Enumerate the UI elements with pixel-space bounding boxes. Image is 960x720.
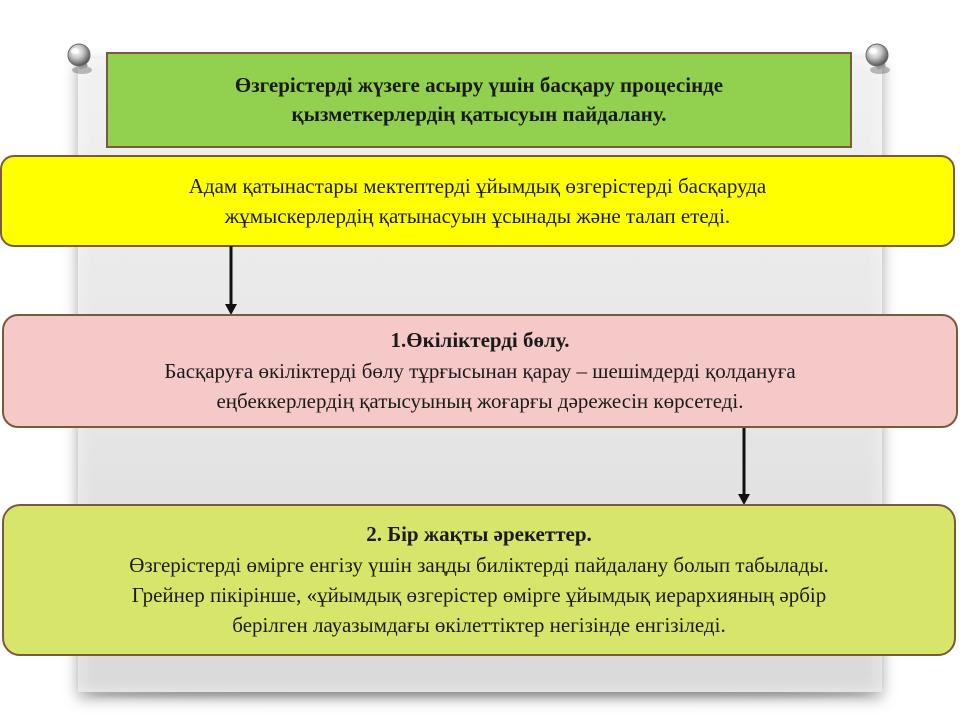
arrow-down-icon [734,428,754,506]
step2-heading: 2. Бір жақты әрекеттер. [366,522,592,547]
step1-line-1: Басқаруға өкіліктерді бөлу тұрғысынан қарау – шешімдерді қолдануға [164,358,796,383]
title-line-1: Өзгерістерді жүзеге асыру үшін басқару процесінде [234,72,724,97]
step2-line-3: берілген лауазымдағы өкілеттіктер негізінде енгізіледі. [232,613,726,638]
intro-line-1: Адам қатынастары мектептерді ұйымдық өзгерістерді басқаруда [188,173,767,198]
step2-line-1: Өзгерістерді өмірге енгізу үшін заңды биліктерді пайдалану болып табылады. [129,552,829,577]
step2-box [2,504,956,656]
step2-line-2: Грейнер пікірінше, «ұйымдық өзгерістер өмірге ұйымдық иерархияның әрбір [131,583,827,607]
title-box [106,52,852,148]
pushpin-left-icon [62,40,100,78]
title-line-2: қызметкерлердің қатысуын пайдалану. [291,102,667,126]
pushpin-right-icon [860,40,898,78]
intro-box [0,155,955,247]
step1-line-2: еңбеккерлердің қатысуының жоғарғы дәрежесін көрсетеді. [216,389,744,414]
intro-line-2: жұмыскерлердің қатынасуын ұсынады және талап етеді. [224,204,731,228]
step1-heading: 1.Өкіліктерді бөлу. [390,328,570,353]
step1-box [2,314,958,428]
arrow-down-icon [221,246,241,316]
